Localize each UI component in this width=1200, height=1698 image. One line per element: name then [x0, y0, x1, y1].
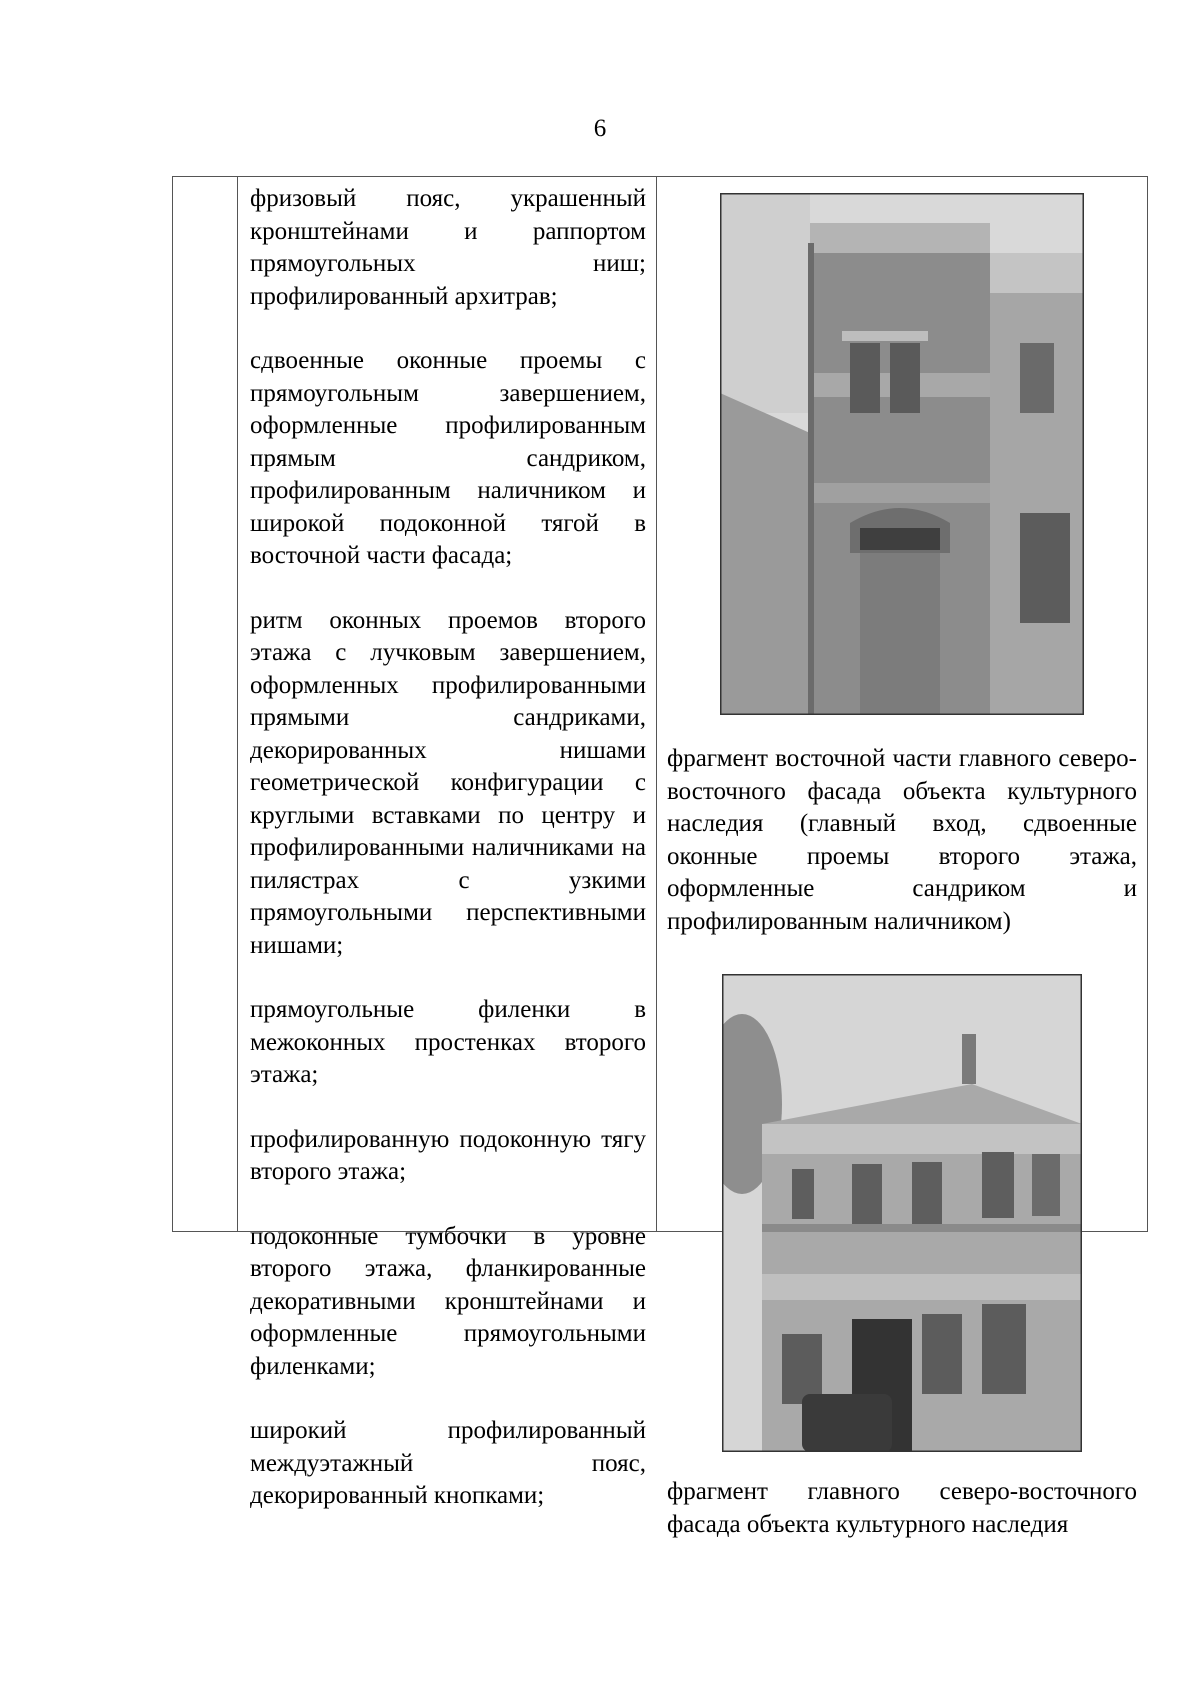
photo-caption-main: фрагмент главного северо-восточного фасада объекта культурного наследия — [667, 1478, 1137, 1538]
paragraph-sill-pedestals: подоконные тумбочки в уровне второго этажа, фланкированные декоративными кронштейнами и оформленные прямоугольными филенками; — [250, 1222, 646, 1380]
paragraph-frieze: фризовый пояс, украшенный кронштейнами и раппортом прямоугольных ниш; профилированный архитрав; — [250, 185, 646, 310]
facade-photo-east — [720, 193, 1084, 715]
photo-caption-east: фрагмент восточной части главного северо-восточного фасада объекта культурного наследия (главный вход, сдвоенные оконные проемы второго этажа, оформленные сандриком и профилированным наличником) — [667, 745, 1137, 935]
number-column — [173, 177, 238, 1231]
page-number: 6 — [593, 115, 607, 142]
paragraph-window-rhythm: ритм оконных проемов второго этажа с лучковым завершением, оформленных профилированными прямыми сандриками, декорированных нишами геометрической конфигурации с круглыми вставками по центру и профилированными наличниками на пилястрах с узкими прямоугольными перспективными нишами; — [250, 606, 646, 959]
paragraph-sill-cornice: профилированную подоконную тягу второго этажа; — [250, 1125, 646, 1185]
document-table — [172, 176, 1148, 1538]
paragraph-double-windows: сдвоенные оконные проемы с прямоугольным завершением, оформленные профилированным прямым сандриком, профилированным наличником и широкой подоконной тягой в восточной части фасада; — [250, 347, 646, 569]
paragraph-interfloor-belt: широкий профилированный междуэтажный пояс, декорированный кнопками; — [250, 1417, 646, 1509]
photos-column — [657, 177, 1147, 1538]
paragraph-panels: прямоугольные филенки в межоконных простенках второго этажа; — [250, 996, 646, 1088]
facade-photo-main — [722, 974, 1082, 1452]
description-column — [238, 177, 657, 1509]
